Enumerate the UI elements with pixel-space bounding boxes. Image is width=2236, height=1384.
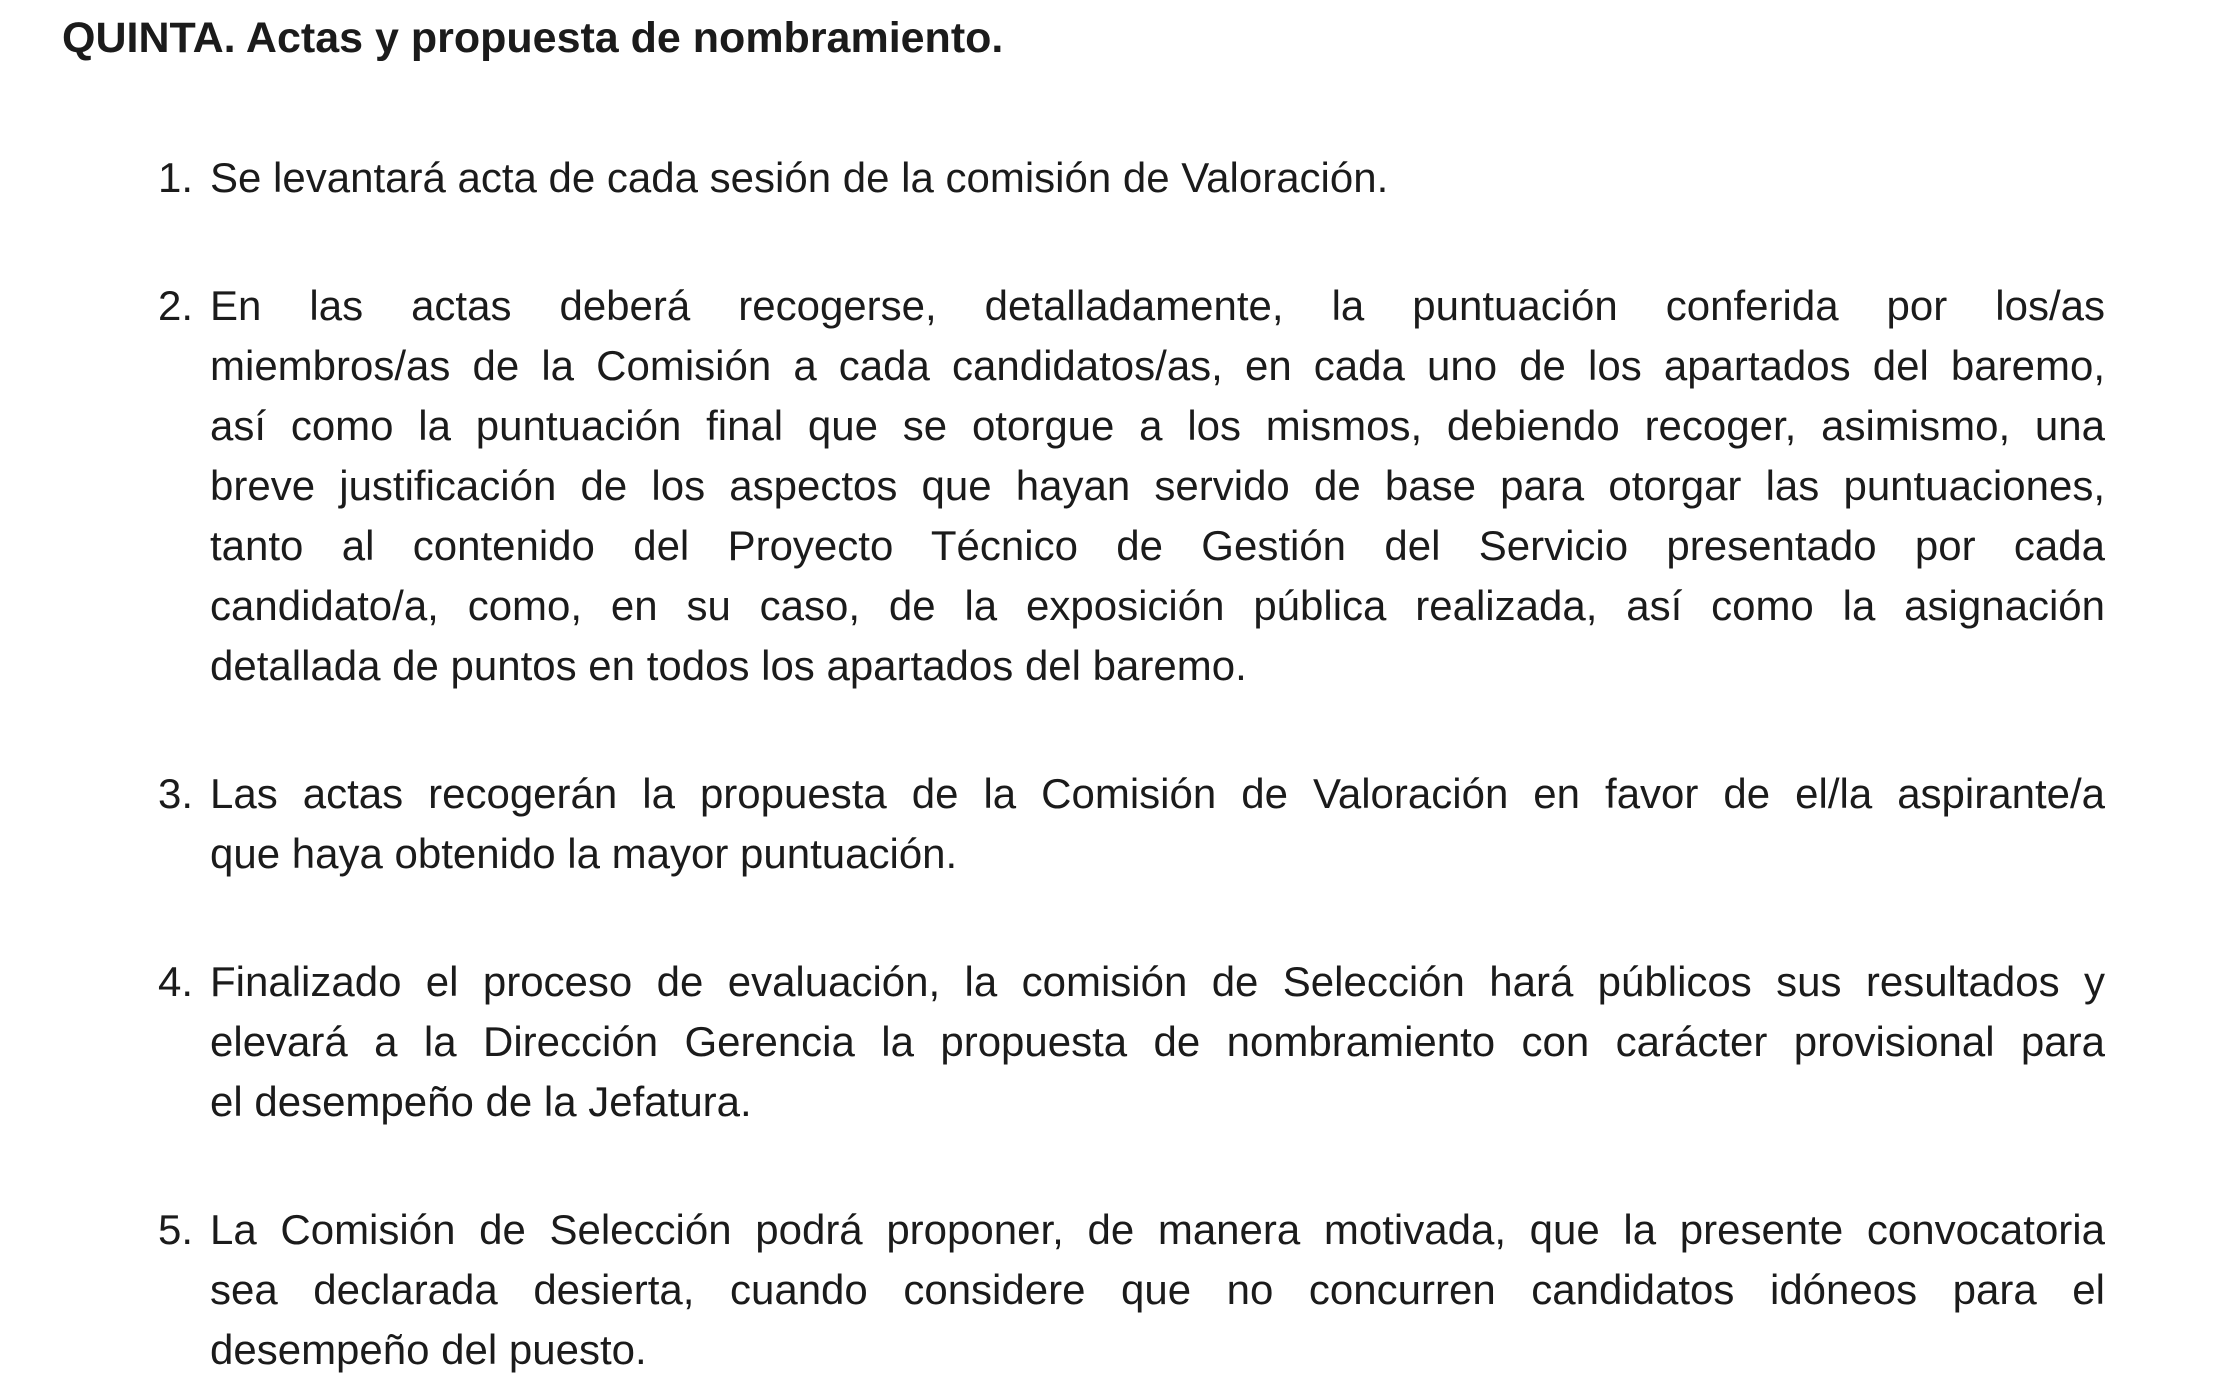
- list-item-line: Las actas recogerán la propuesta de la Comisión de Valoración en favor de el/la aspirante/a: [210, 770, 2105, 817]
- list-item: [158, 276, 2105, 696]
- numbered-list: [158, 148, 2105, 1380]
- list-item-line: detallada de puntos en todos los apartados del baremo.: [210, 642, 1247, 689]
- list-item-line: sea declarada desierta, cuando considere que no concurren candidatos idóneos para el: [210, 1266, 2105, 1313]
- list-item-line: el desempeño de la Jefatura.: [210, 1078, 752, 1125]
- list-item-line: breve justificación de los aspectos que hayan servido de base para otorgar las puntuaciones,: [210, 462, 2105, 509]
- list-item-line: desempeño del puesto.: [210, 1326, 647, 1373]
- list-item-line: candidato/a, como, en su caso, de la exposición pública realizada, así como la asignación: [210, 582, 2105, 629]
- list-item-line: miembros/as de la Comisión a cada candidatos/as, en cada uno de los apartados del baremo,: [210, 342, 2105, 389]
- list-item-line: elevará a la Dirección Gerencia la propuesta de nombramiento con carácter provisional para: [210, 1018, 2105, 1065]
- list-item: [158, 764, 2105, 884]
- list-item-line: que haya obtenido la mayor puntuación.: [210, 830, 958, 877]
- list-item: [158, 952, 2105, 1132]
- list-item-line: En las actas deberá recogerse, detalladamente, la puntuación conferida por los/as: [210, 282, 2105, 329]
- list-item-number: 1.: [158, 154, 194, 201]
- list-item: [158, 148, 2105, 208]
- list-item-line: La Comisión de Selección podrá proponer, de manera motivada, que la presente convocatoria: [210, 1206, 2105, 1253]
- list-item-number: 3.: [158, 770, 194, 817]
- list-item-line: así como la puntuación final que se otorgue a los mismos, debiendo recoger, asimismo, una: [210, 402, 2105, 449]
- list-item-number: 4.: [158, 958, 194, 1005]
- section-heading: QUINTA. Actas y propuesta de nombramiento.: [62, 14, 1004, 62]
- list-item-line: Se levantará acta de cada sesión de la comisión de Valoración.: [210, 154, 1389, 201]
- list-item-line: Finalizado el proceso de evaluación, la comisión de Selección hará públicos sus resultados y: [210, 958, 2105, 1005]
- list-item-number: 5.: [158, 1206, 194, 1253]
- list-item-number: 2.: [158, 282, 194, 329]
- list-item-line: tanto al contenido del Proyecto Técnico de Gestión del Servicio presentado por cada: [210, 522, 2105, 569]
- list-item: [158, 1200, 2105, 1380]
